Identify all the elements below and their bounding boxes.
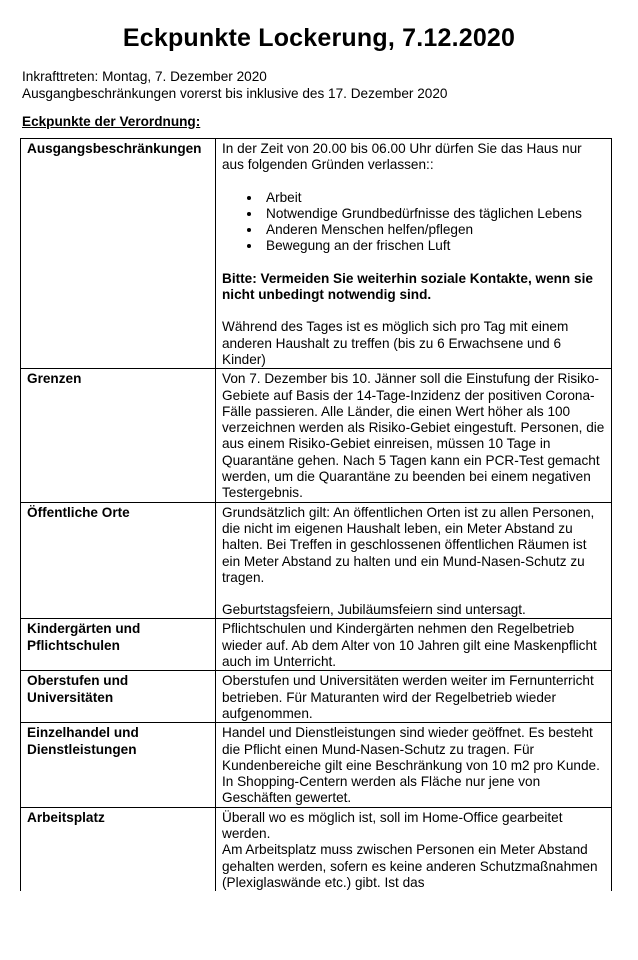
row-text: Grundsätzlich gilt: An öffentlichen Orten ist zu allen Personen, die nicht im eigenen Haushalt leben, ein Meter Abstand zu halten. Bei Treffen in geschlossenen öffentlichen Räumen ist ein Meter Abstand zu halten und ein Mund-Nasen-Schutz zu tragen. <box>222 504 595 585</box>
curfew-duration-line: Ausgangbeschränkungen vorerst bis inklusive des 17. Dezember 2020 <box>22 86 448 101</box>
row-content <box>216 807 612 891</box>
table-row <box>21 139 612 369</box>
list-item: • Notwendige Grundbedürfnisse des täglichen Lebens <box>262 206 605 222</box>
table-row <box>21 671 612 723</box>
row-content <box>216 671 612 723</box>
row-label: Ausgangsbeschränkungen <box>21 139 216 369</box>
list-item: • Bewegung an der frischen Luft <box>262 238 605 254</box>
row-label: Kindergärten und Pflichtschulen <box>21 619 216 671</box>
row-content <box>216 369 612 502</box>
row-label: Öffentliche Orte <box>21 502 216 619</box>
table-row <box>21 619 612 671</box>
curfew-outro: Während des Tages ist es möglich sich pro Tag mit einem anderen Haushalt zu treffen (bis zu 6 Erwachsene und 6 Kinder) <box>222 319 569 367</box>
row-label: Oberstufen und Universitäten <box>21 671 216 723</box>
page-title: Eckpunkte Lockerung, 7.12.2020 <box>122 24 516 52</box>
list-item: • Arbeit <box>262 190 605 206</box>
list-item: • Anderen Menschen helfen/pflegen <box>262 222 605 238</box>
row-text: Überall wo es möglich ist, soll im Home-Office gearbeitet werden. <box>222 809 563 841</box>
effective-date-line: Inkrafttreten: Montag, 7. Dezember 2020 <box>22 69 267 84</box>
table-row <box>21 502 612 619</box>
table-row <box>21 369 612 502</box>
meta-block <box>22 68 447 102</box>
row-text-secondary: Am Arbeitsplatz muss zwischen Personen ein Meter Abstand gehalten werden, sofern es keine anderen Schutzmaßnahmen (Plexiglaswände etc.) gibt. Ist das <box>222 842 598 890</box>
row-content <box>216 619 612 671</box>
table-row <box>21 723 612 807</box>
row-content <box>216 502 612 619</box>
row-label: Einzelhandel und Dienstleistungen <box>21 723 216 807</box>
row-text: Oberstufen und Universitäten werden weiter im Fernunterricht betrieben. Für Maturanten wird der Regelbetrieb wieder aufgenommen. <box>222 673 594 721</box>
row-label: Arbeitsplatz <box>21 807 216 891</box>
row-text: Von 7. Dezember bis 10. Jänner soll die Einstufung der Risiko-Gebiete auf Basis der 14-Tage-Inzidenz der positiven Corona-Fälle passieren. Alle Länder, die einen Wert höher als 100 verzeichnen werden als Risiko-Gebiet eingestuft. Personen, die aus einem Risiko-Gebiet einreisen, müssen 10 Tage in Quarantäne gehen. Nach 5 Tagen kann ein PCR-Test gemacht werden, um die Quarantäne zu beenden bei einem negativen Testergebnis. <box>222 371 605 501</box>
curfew-intro: In der Zeit von 20.00 bis 06.00 Uhr dürfen Sie das Haus nur aus folgenden Gründen verlassen:: <box>222 141 582 173</box>
bold-note: Bitte: Vermeiden Sie weiterhin soziale Kontakte, wenn sie nicht unbedingt notwendig sind. <box>222 270 593 303</box>
row-text: Pflichtschulen und Kindergärten nehmen den Regelbetrieb wieder auf. Ab dem Alter von 10 Jahren gilt eine Maskenpflicht auch im Unterricht. <box>222 621 597 670</box>
table-row <box>21 807 612 891</box>
row-text: Handel und Dienstleistungen sind wieder geöffnet. Es besteht die Pflicht einen Mund-Nasen-Schutz zu tragen. Für Kundenbereiche gilt eine Beschränkung von 10 m2 pro Kunde. In Shopping-Centern werden als Fläche nur jene von Geschäften gewertet. <box>222 725 600 806</box>
measures-table <box>20 138 612 891</box>
section-heading: Eckpunkte der Verordnung: <box>22 114 201 129</box>
row-text-secondary: Geburtstagsfeiern, Jubiläumsfeiern sind untersagt. <box>222 602 526 618</box>
row-content <box>216 723 612 807</box>
row-label: Grenzen <box>21 369 216 502</box>
row-content <box>216 139 612 369</box>
curfew-reasons-list <box>222 190 605 255</box>
